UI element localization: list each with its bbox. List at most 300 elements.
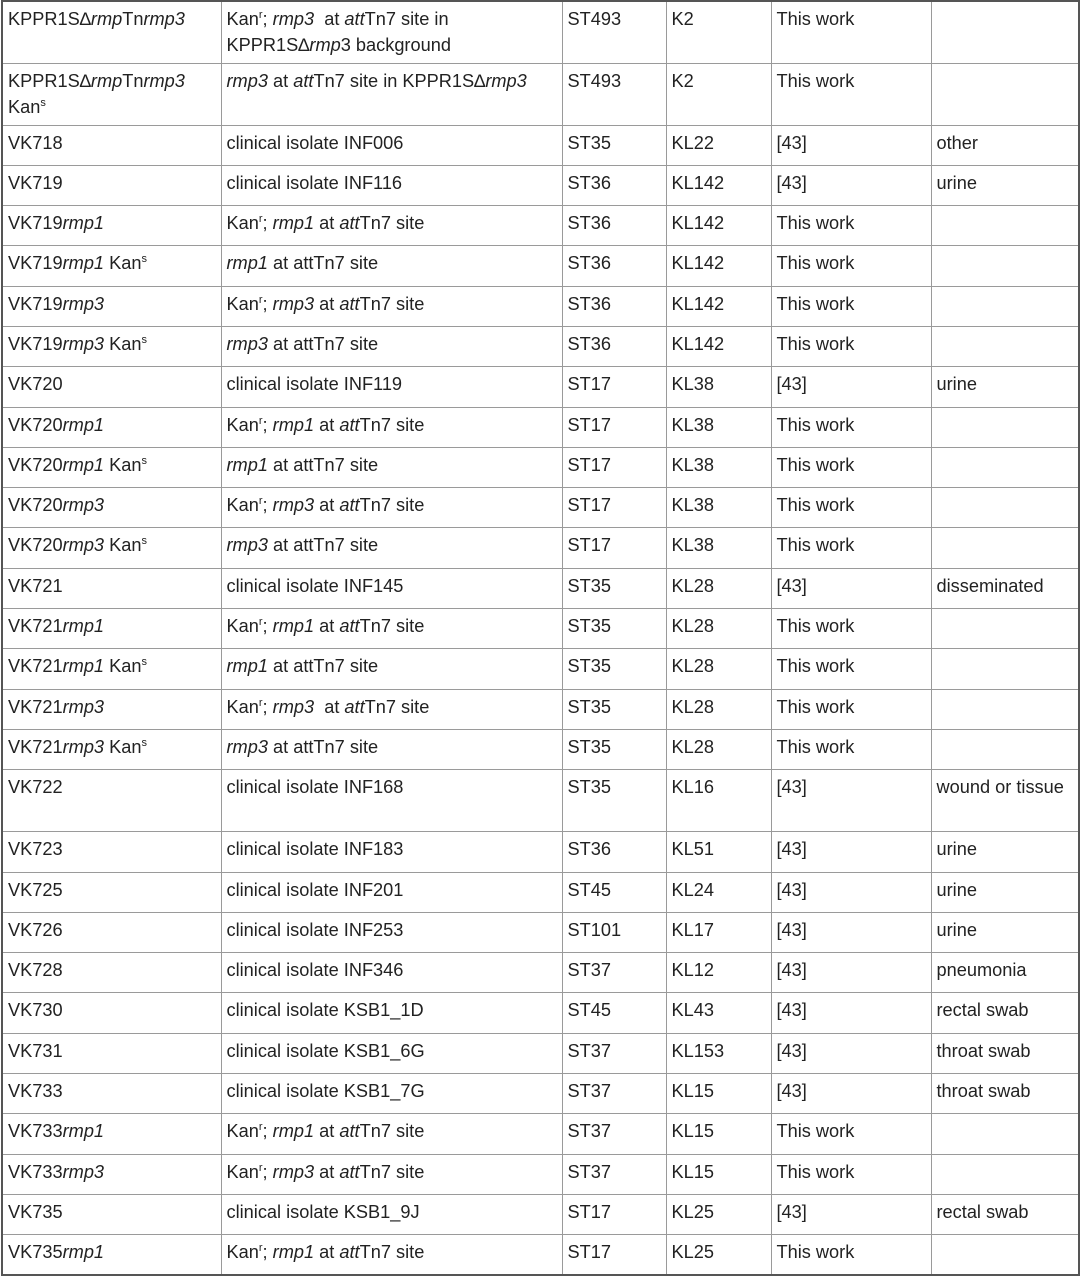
italic-text: att (339, 213, 360, 234)
isolation-site-cell: pneumonia (931, 953, 1079, 993)
cell-text: VK720 (8, 535, 63, 556)
cell-text: KPPR1S∆ (8, 70, 91, 91)
reference-cell: This work (771, 1114, 931, 1154)
isolation-site-cell: throat swab (931, 1033, 1079, 1073)
description-cell (221, 528, 562, 568)
sequence-type-cell: ST17 (562, 1194, 666, 1234)
reference-cell: This work (771, 447, 931, 487)
italic-text: rmp3 (143, 70, 185, 91)
cell-text: Kan (104, 736, 142, 757)
sequence-type-cell: ST37 (562, 1154, 666, 1194)
cell-text: ; (262, 213, 273, 234)
cell-text: at attTn7 site (267, 253, 379, 274)
cell-text: VK735 (8, 1242, 63, 1263)
isolation-site-cell: urine (931, 832, 1079, 872)
table-row (2, 953, 1079, 993)
superscript-text: s (40, 96, 46, 109)
reference-cell: [43] (771, 568, 931, 608)
strain-cell (2, 326, 221, 366)
reference-cell: [43] (771, 367, 931, 407)
capsule-locus-cell: KL25 (666, 1235, 771, 1275)
italic-text: rmp3 (272, 495, 315, 516)
strain-cell (2, 872, 221, 912)
cell-text: VK721 (8, 575, 63, 596)
table-row (2, 1114, 1079, 1154)
description-cell (221, 367, 562, 407)
table-row (2, 1074, 1079, 1114)
cell-text: at (314, 696, 345, 717)
italic-text: att (339, 293, 360, 314)
description-cell (221, 1235, 562, 1275)
strain-cell (2, 832, 221, 872)
sequence-type-cell: ST35 (562, 649, 666, 689)
reference-cell: This work (771, 488, 931, 528)
strain-cell (2, 729, 221, 769)
italic-text: rmp1 (62, 454, 105, 475)
strain-cell (2, 953, 221, 993)
cell-text: ; (262, 9, 273, 29)
strain-cell (2, 125, 221, 165)
table-row (2, 246, 1079, 286)
capsule-locus-cell: KL38 (666, 407, 771, 447)
sequence-type-cell: ST17 (562, 1235, 666, 1275)
cell-text: VK720 (8, 495, 63, 516)
cell-text: VK733 (8, 1121, 63, 1142)
capsule-locus-cell: KL16 (666, 770, 771, 832)
cell-text: clinical isolate INF346 (226, 960, 404, 981)
superscript-text: s (141, 736, 147, 749)
italic-text: rmp1 (272, 213, 315, 234)
cell-text: Tn (122, 70, 144, 91)
description-cell (221, 872, 562, 912)
table-row (2, 729, 1079, 769)
isolation-site-cell (931, 609, 1079, 649)
table-row (2, 1194, 1079, 1234)
cell-text: at attTn7 site (267, 736, 379, 757)
isolation-site-cell (931, 1154, 1079, 1194)
cell-text: VK721 (8, 736, 63, 757)
italic-text: rmp1 (272, 1121, 315, 1142)
isolation-site-cell (931, 1235, 1079, 1275)
capsule-locus-cell: K2 (666, 1, 771, 63)
superscript-text: r (258, 213, 263, 226)
strain-cell (2, 568, 221, 608)
cell-text: clinical isolate KSB1_6G (226, 1040, 425, 1061)
reference-cell: This work (771, 689, 931, 729)
cell-text: Tn7 site (359, 213, 425, 234)
cell-text: Kan (226, 414, 259, 435)
sequence-type-cell: ST17 (562, 488, 666, 528)
cell-text: Tn7 site (359, 1161, 425, 1182)
capsule-locus-cell: KL38 (666, 447, 771, 487)
isolation-site-cell (931, 63, 1079, 125)
strain-cell (2, 1154, 221, 1194)
table-row (2, 286, 1079, 326)
sequence-type-cell: ST493 (562, 63, 666, 125)
sequence-type-cell: ST37 (562, 1114, 666, 1154)
sequence-type-cell: ST35 (562, 689, 666, 729)
table-row (2, 770, 1079, 832)
reference-cell: This work (771, 63, 931, 125)
isolation-site-cell (931, 528, 1079, 568)
italic-text: att (344, 696, 365, 717)
strain-cell (2, 528, 221, 568)
cell-text: Tn7 site in KPPR1S∆ (226, 9, 449, 55)
cell-text: Kan (226, 9, 259, 29)
italic-text: rmp1 (62, 1242, 105, 1263)
strain-cell (2, 206, 221, 246)
description-cell (221, 689, 562, 729)
cell-text: VK721 (8, 616, 63, 637)
cell-text: at (314, 1161, 340, 1182)
superscript-text: r (258, 616, 263, 629)
table-row (2, 689, 1079, 729)
cell-text: at (314, 213, 340, 234)
table-row (2, 1, 1079, 63)
strain-cell (2, 447, 221, 487)
isolation-site-cell (931, 488, 1079, 528)
table-row (2, 912, 1079, 952)
capsule-locus-cell: KL43 (666, 993, 771, 1033)
description-cell (221, 63, 562, 125)
reference-cell: This work (771, 1154, 931, 1194)
strain-cell (2, 286, 221, 326)
cell-text: clinical isolate KSB1_9J (226, 1201, 420, 1222)
isolation-site-cell: urine (931, 872, 1079, 912)
sequence-type-cell: ST35 (562, 770, 666, 832)
sequence-type-cell: ST35 (562, 609, 666, 649)
strain-cell (2, 367, 221, 407)
description-cell (221, 125, 562, 165)
strain-cell (2, 1033, 221, 1073)
italic-text: rmp3 (272, 293, 315, 314)
cell-text: ; (262, 495, 273, 516)
sequence-type-cell: ST36 (562, 206, 666, 246)
italic-text: rmp3 (485, 70, 527, 91)
capsule-locus-cell: KL28 (666, 729, 771, 769)
italic-text: rmp3 (226, 70, 268, 91)
table-row (2, 609, 1079, 649)
italic-text: rmp3 (272, 1161, 315, 1182)
capsule-locus-cell: KL28 (666, 649, 771, 689)
isolation-site-cell: urine (931, 912, 1079, 952)
reference-cell: [43] (771, 953, 931, 993)
sequence-type-cell: ST36 (562, 165, 666, 205)
superscript-text: r (258, 293, 263, 306)
reference-cell: [43] (771, 1074, 931, 1114)
description-cell (221, 770, 562, 832)
sequence-type-cell: ST17 (562, 528, 666, 568)
capsule-locus-cell: KL38 (666, 488, 771, 528)
description-cell (221, 649, 562, 689)
strain-cell (2, 770, 221, 832)
cell-text: ; (262, 1121, 273, 1142)
reference-cell: This work (771, 326, 931, 366)
italic-text: rmp1 (272, 1242, 315, 1263)
cell-text: VK723 (8, 839, 63, 860)
italic-text: rmp3 (226, 333, 268, 354)
reference-cell: This work (771, 649, 931, 689)
reference-cell: This work (771, 206, 931, 246)
isolation-site-cell: throat swab (931, 1074, 1079, 1114)
description-cell (221, 326, 562, 366)
cell-text: Tn7 site (359, 414, 425, 435)
isolation-site-cell (931, 447, 1079, 487)
superscript-text: r (258, 1161, 263, 1174)
reference-cell: This work (771, 246, 931, 286)
isolation-site-cell: urine (931, 367, 1079, 407)
reference-cell: [43] (771, 872, 931, 912)
isolation-site-cell (931, 286, 1079, 326)
cell-text: Tn7 site (364, 696, 430, 717)
italic-text: att (339, 1121, 360, 1142)
italic-text: rmp1 (226, 253, 268, 274)
sequence-type-cell: ST37 (562, 1074, 666, 1114)
capsule-locus-cell: KL15 (666, 1074, 771, 1114)
cell-text: Tn7 site (359, 616, 425, 637)
capsule-locus-cell: KL38 (666, 528, 771, 568)
description-cell (221, 447, 562, 487)
capsule-locus-cell: KL22 (666, 125, 771, 165)
capsule-locus-cell: KL24 (666, 872, 771, 912)
isolation-site-cell (931, 1, 1079, 63)
cell-text: Kan (104, 656, 142, 677)
superscript-text: r (258, 696, 263, 709)
cell-text: at (314, 1121, 340, 1142)
italic-text: rmp (309, 35, 341, 55)
table-row (2, 447, 1079, 487)
capsule-locus-cell: KL142 (666, 326, 771, 366)
cell-text: Kan (226, 1161, 259, 1182)
description-cell (221, 407, 562, 447)
reference-cell: [43] (771, 125, 931, 165)
italic-text: rmp3 (272, 696, 315, 717)
cell-text: VK722 (8, 777, 63, 798)
sequence-type-cell: ST45 (562, 872, 666, 912)
table-row (2, 326, 1079, 366)
cell-text: VK721 (8, 696, 63, 717)
cell-text: Kan (226, 1121, 259, 1142)
cell-text: at (314, 495, 340, 516)
sequence-type-cell: ST17 (562, 407, 666, 447)
strain-cell (2, 1235, 221, 1275)
description-cell (221, 912, 562, 952)
sequence-type-cell: ST36 (562, 326, 666, 366)
cell-text: clinical isolate KSB1_1D (226, 1000, 424, 1021)
cell-text: at (314, 616, 340, 637)
capsule-locus-cell: KL153 (666, 1033, 771, 1073)
table-row (2, 488, 1079, 528)
strain-cell (2, 1074, 221, 1114)
reference-cell: [43] (771, 912, 931, 952)
strain-cell (2, 689, 221, 729)
italic-text: rmp (90, 9, 123, 29)
table-row (2, 1235, 1079, 1275)
capsule-locus-cell: KL15 (666, 1114, 771, 1154)
isolation-site-cell: disseminated (931, 568, 1079, 608)
cell-text: clinical isolate INF006 (226, 132, 404, 153)
superscript-text: s (141, 454, 147, 467)
superscript-text: r (258, 1121, 263, 1134)
italic-text: rmp3 (62, 293, 105, 314)
cell-text: VK730 (8, 1000, 63, 1021)
capsule-locus-cell: K2 (666, 63, 771, 125)
capsule-locus-cell: KL12 (666, 953, 771, 993)
italic-text: rmp3 (226, 736, 268, 757)
cell-text: VK719 (8, 172, 63, 193)
sequence-type-cell: ST45 (562, 993, 666, 1033)
cell-text: at attTn7 site (267, 535, 379, 556)
capsule-locus-cell: KL142 (666, 165, 771, 205)
reference-cell: [43] (771, 1033, 931, 1073)
italic-text: rmp1 (272, 414, 315, 435)
sequence-type-cell: ST37 (562, 1033, 666, 1073)
sequence-type-cell: ST36 (562, 832, 666, 872)
table-row (2, 1033, 1079, 1073)
cell-text: Kan (226, 696, 259, 717)
superscript-text: s (141, 535, 147, 548)
italic-text: rmp3 (226, 535, 268, 556)
cell-text: at (314, 9, 345, 29)
cell-text: VK719 (8, 333, 63, 354)
superscript-text: s (141, 656, 147, 669)
strain-cell (2, 407, 221, 447)
italic-text: att (339, 616, 360, 637)
cell-text: VK733 (8, 1161, 63, 1182)
reference-cell: This work (771, 407, 931, 447)
table-row (2, 367, 1079, 407)
superscript-text: s (141, 253, 147, 266)
cell-text: ; (262, 414, 273, 435)
cell-text: Tn7 site (359, 495, 425, 516)
cell-text: clinical isolate KSB1_7G (226, 1081, 425, 1102)
sequence-type-cell: ST35 (562, 568, 666, 608)
italic-text: rmp1 (62, 656, 105, 677)
description-cell (221, 1154, 562, 1194)
cell-text: VK721 (8, 656, 63, 677)
sequence-type-cell: ST35 (562, 125, 666, 165)
cell-text: VK720 (8, 414, 63, 435)
strain-cell (2, 912, 221, 952)
cell-text: Tn (122, 9, 144, 29)
capsule-locus-cell: KL25 (666, 1194, 771, 1234)
cell-text: Kan (104, 535, 142, 556)
cell-text: clinical isolate INF253 (226, 919, 404, 940)
superscript-text: r (258, 1242, 263, 1255)
cell-text: clinical isolate INF168 (226, 777, 404, 798)
italic-text: rmp3 (272, 9, 315, 29)
capsule-locus-cell: KL15 (666, 1154, 771, 1194)
isolation-site-cell (931, 407, 1079, 447)
cell-text: VK731 (8, 1040, 63, 1061)
cell-text: Kan (226, 616, 259, 637)
cell-text: VK720 (8, 454, 63, 475)
cell-text: clinical isolate INF116 (226, 172, 403, 193)
sequence-type-cell: ST35 (562, 729, 666, 769)
strain-cell (2, 609, 221, 649)
cell-text: VK719 (8, 253, 63, 274)
cell-text: Kan (226, 293, 259, 314)
italic-text: rmp1 (62, 253, 105, 274)
strain-cell (2, 63, 221, 125)
isolation-site-cell (931, 206, 1079, 246)
cell-text: VK719 (8, 293, 63, 314)
cell-text: ; (262, 1242, 273, 1263)
description-cell (221, 832, 562, 872)
table-row (2, 63, 1079, 125)
cell-text: at (314, 414, 340, 435)
cell-text: clinical isolate INF145 (226, 575, 404, 596)
cell-text: VK718 (8, 132, 63, 153)
isolation-site-cell: wound or tissue (931, 770, 1079, 832)
italic-text: rmp3 (62, 696, 105, 717)
description-cell (221, 1, 562, 63)
cell-text: Kan (104, 253, 142, 274)
cell-text: VK733 (8, 1081, 63, 1102)
strain-cell (2, 1114, 221, 1154)
strain-cell (2, 246, 221, 286)
cell-text: at attTn7 site (267, 333, 379, 354)
italic-text: rmp1 (226, 656, 268, 677)
sequence-type-cell: ST493 (562, 1, 666, 63)
cell-text: VK728 (8, 960, 63, 981)
italic-text: rmp3 (62, 736, 105, 757)
italic-text: rmp3 (62, 1161, 105, 1182)
isolation-site-cell (931, 729, 1079, 769)
description-cell (221, 1033, 562, 1073)
reference-cell: [43] (771, 770, 931, 832)
isolation-site-cell: rectal swab (931, 1194, 1079, 1234)
strain-cell (2, 993, 221, 1033)
cell-text: ; (262, 293, 273, 314)
superscript-text: r (258, 414, 263, 427)
capsule-locus-cell: KL142 (666, 286, 771, 326)
cell-text: KPPR1S∆ (8, 9, 91, 29)
description-cell (221, 729, 562, 769)
cell-text: Tn7 site (359, 293, 425, 314)
cell-text: Tn7 site (359, 1121, 425, 1142)
sequence-type-cell: ST17 (562, 447, 666, 487)
isolation-site-cell: other (931, 125, 1079, 165)
cell-text: Tn7 site in KPPR1S∆ (313, 70, 486, 91)
sequence-type-cell: ST101 (562, 912, 666, 952)
italic-text: rmp3 (62, 495, 105, 516)
description-cell (221, 953, 562, 993)
italic-text: rmp1 (226, 454, 268, 475)
cell-text: Kan (226, 495, 259, 516)
italic-text: rmp1 (62, 414, 105, 435)
italic-text: rmp (90, 70, 123, 91)
table-row (2, 206, 1079, 246)
reference-cell: This work (771, 729, 931, 769)
reference-cell: This work (771, 1, 931, 63)
reference-cell: [43] (771, 165, 931, 205)
isolation-site-cell (931, 246, 1079, 286)
description-cell (221, 488, 562, 528)
cell-text: 3 background (340, 35, 451, 55)
cell-text: ; (262, 1161, 273, 1182)
description-cell (221, 1194, 562, 1234)
cell-text: VK720 (8, 374, 63, 395)
isolation-site-cell (931, 326, 1079, 366)
sequence-type-cell: ST36 (562, 286, 666, 326)
capsule-locus-cell: KL38 (666, 367, 771, 407)
capsule-locus-cell: KL51 (666, 832, 771, 872)
isolation-site-cell (931, 689, 1079, 729)
italic-text: rmp1 (62, 616, 105, 637)
table-row (2, 832, 1079, 872)
isolation-site-cell (931, 1114, 1079, 1154)
